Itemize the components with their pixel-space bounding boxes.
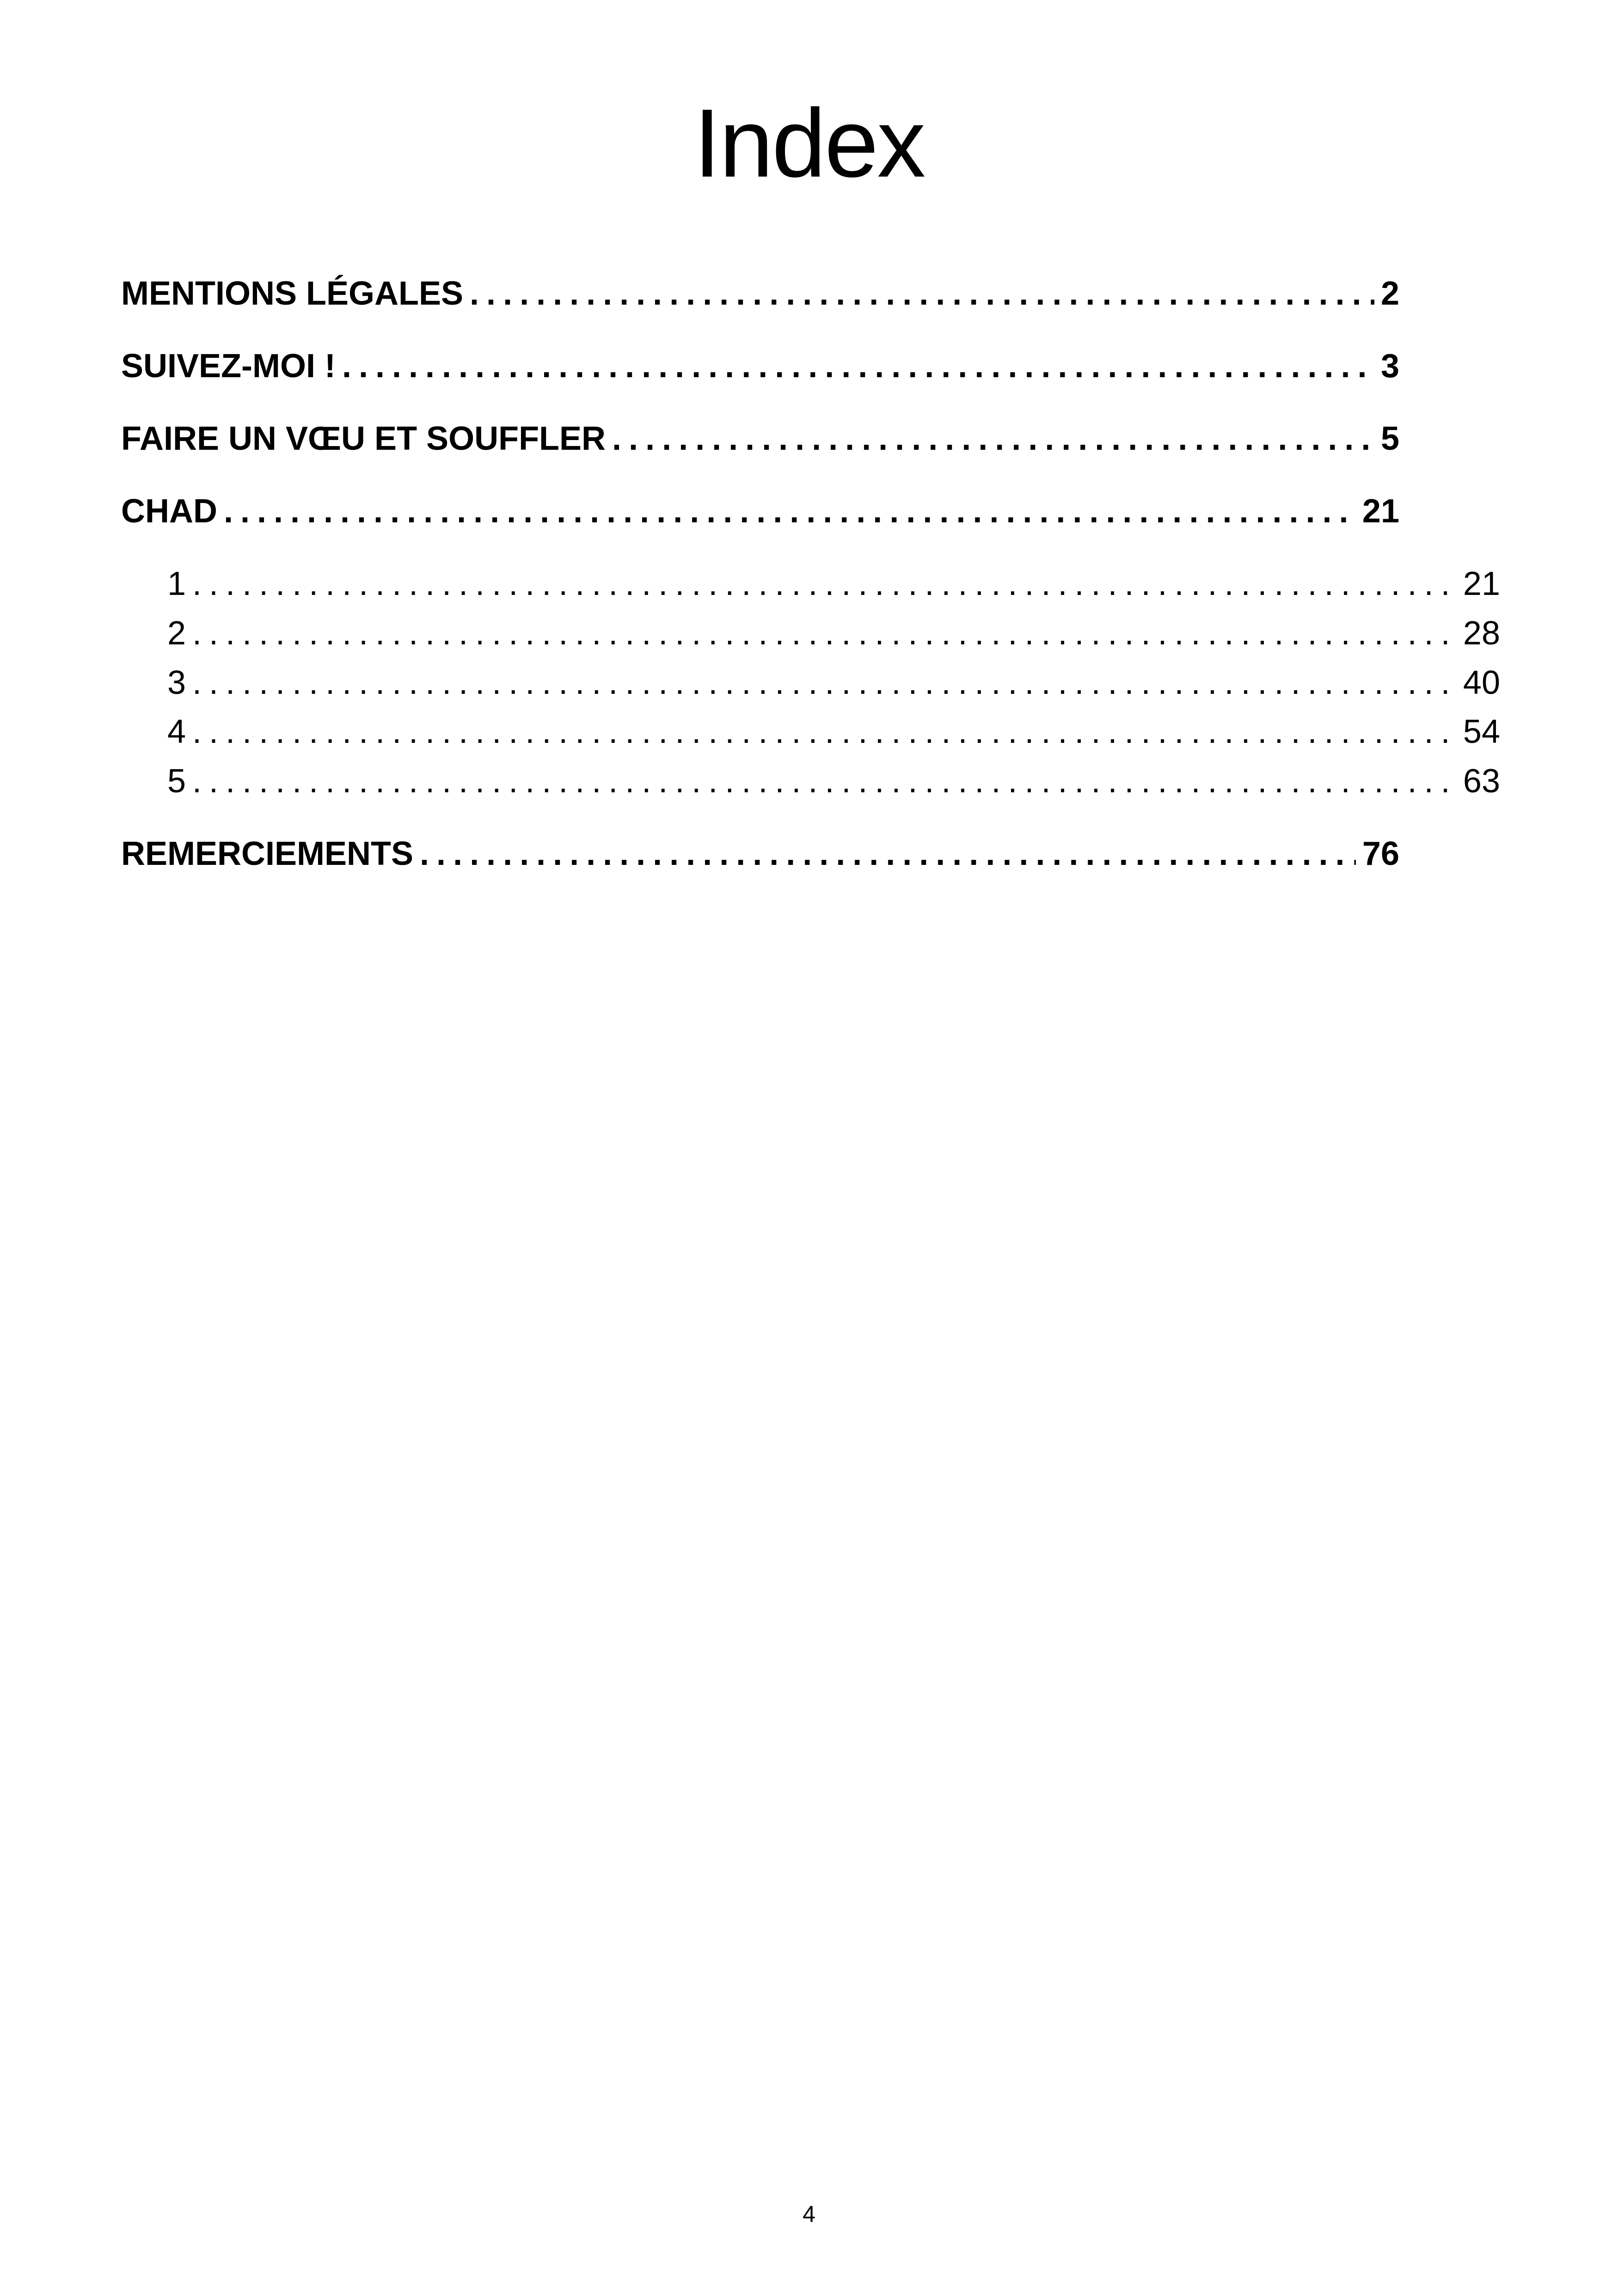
toc-dot-leader — [612, 413, 1374, 464]
toc-dot-leader — [192, 709, 1457, 755]
toc-entry-label: 3 — [167, 664, 186, 701]
toc-subentry-1[interactable] — [167, 561, 1500, 607]
toc-entry-label: 4 — [167, 713, 186, 750]
toc-dot-leader — [342, 341, 1374, 392]
toc-entry-page: 21 — [1362, 493, 1399, 530]
toc-dot-leader — [192, 660, 1457, 706]
toc-dot-leader — [420, 828, 1356, 879]
toc-entry-label: REMERCIEMENTS — [121, 835, 414, 872]
toc-dot-leader — [192, 758, 1457, 804]
toc-entry-label: 5 — [167, 763, 186, 800]
toc-entry-label: CHAD — [121, 493, 217, 530]
toc-entry-page: 76 — [1362, 835, 1399, 872]
toc-entry-page: 3 — [1380, 348, 1399, 385]
toc-subentry-2[interactable] — [167, 610, 1500, 656]
toc-dot-leader — [224, 486, 1356, 537]
toc-dot-leader — [192, 610, 1457, 656]
toc-entry-page: 40 — [1463, 664, 1500, 701]
toc-entry-label: MENTIONS LÉGALES — [121, 275, 464, 312]
toc-subentry-4[interactable] — [167, 709, 1500, 755]
page-number: 4 — [803, 2201, 815, 2227]
toc-entry-label: 2 — [167, 615, 186, 652]
toc-entry-page: 21 — [1463, 565, 1500, 602]
toc-subentry-5[interactable] — [167, 758, 1500, 804]
page-title: Index — [693, 89, 925, 197]
toc-entry-page: 28 — [1463, 615, 1500, 652]
toc-entry-suivez-moi[interactable] — [121, 341, 1399, 392]
toc-entry-label: FAIRE UN VŒU ET SOUFFLER — [121, 420, 606, 457]
toc-entry-page: 5 — [1380, 420, 1399, 457]
toc-entry-page: 2 — [1380, 275, 1399, 312]
toc-entry-remerciements[interactable] — [121, 828, 1399, 879]
toc-entry-page: 63 — [1463, 763, 1500, 800]
toc-entry-page: 54 — [1463, 713, 1500, 750]
toc-entry-faire-un-voeu[interactable] — [121, 413, 1399, 464]
toc-entry-mentions-legales[interactable] — [121, 268, 1399, 319]
toc-dot-leader — [192, 561, 1457, 607]
toc-entry-label: SUIVEZ-MOI ! — [121, 348, 336, 385]
toc-entry-chad[interactable] — [121, 486, 1399, 537]
toc-dot-leader — [470, 268, 1374, 319]
toc-subentry-3[interactable] — [167, 660, 1500, 706]
toc-entry-label: 1 — [167, 565, 186, 602]
